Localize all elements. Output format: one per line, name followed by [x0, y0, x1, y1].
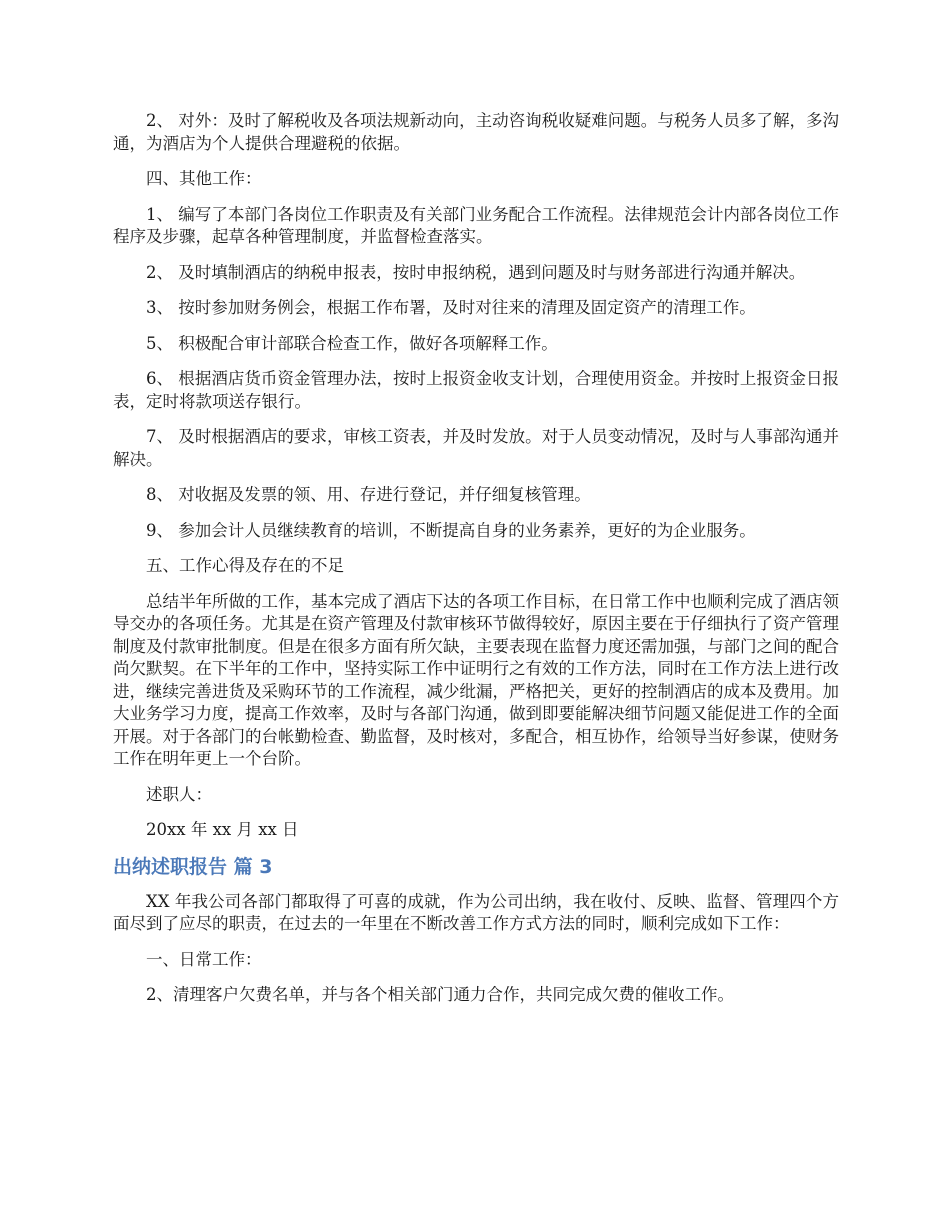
paragraph-summary: 总结半年所做的工作，基本完成了酒店下达的各项工作目标，在日常工作中也顺利完成了酒店领导交办的各项任务。尤其是在资产管理及付款审核环节做得较好，原因主要在于仔细执行了资产管理制度及付款审批制度。但是在很多方面有所欠缺，主要表现在监督力度还需加强，与部门之间的配合尚欠默契。在下半年的工作中，坚持实际工作中证明行之有效的工作方法，同时在工作方法上进行改进，继续完善进货及采购环节的工作流程，减少纰漏，严格把关，更好的控制酒店的成本及费用。加大业务学习力度，提高工作效率，及时与各部门沟通，做到即要能解决细节问题又能促进工作的全面开展。对于各部门的台帐勤检查、勤监督，及时核对，多配合，相互协作，给领导当好参谋，使财务工作在明年更上一个台阶。	[113, 591, 839, 768]
document-page	[113, 110, 839, 1020]
paragraph-item-8: 8、 对收据及发票的领、用、存进行登记，并仔细复核管理。	[146, 485, 591, 504]
section-other-work: 四、其他工作：	[146, 169, 262, 188]
paragraph-item-5: 5、 积极配合审计部联合检查工作，做好各项解释工作。	[146, 333, 558, 353]
paragraph-daily-item-2: 2、清理客户欠费名单，并与各个相关部门通力合作，共同完成欠费的催收工作。	[146, 985, 734, 1004]
section-experience: 五、工作心得及存在的不足	[146, 556, 344, 575]
paragraph-tax-external: 2、 对外：及时了解税收及各项法规新动向，主动咨询税收疑难问题。与税务人员多了解，多沟通，为酒店为个人提供合理避税的依据。	[113, 111, 839, 153]
section-daily-work: 一、日常工作：	[146, 949, 262, 969]
paragraph-item-7: 7、 及时根据酒店的要求，审核工资表，并及时发放。对于人员变动情况，及时与人事部沟通并解决。	[113, 427, 839, 469]
paragraph-item-3: 3、 按时参加财务例会，根据工作布署，及时对往来的清理及固定资产的清理工作。	[146, 298, 756, 317]
paragraph-item-6: 6、 根据酒店货币资金管理办法，按时上报资金收支计划，合理使用资金。并按时上报资金日报表，定时将款项送存银行。	[113, 369, 839, 411]
paragraph-item-9: 9、 参加会计人员继续教育的培训，不断提高自身的业务素养，更好的为企业服务。	[146, 520, 756, 540]
paragraph-item-2: 2、 及时填制酒店的纳税申报表，按时申报纳税，遇到问题及时与财务部进行沟通并解决。	[146, 262, 806, 282]
section-heading: 出纳述职报告 篇 3	[113, 855, 273, 878]
date-line: 20xx 年 xx 月 xx 日	[146, 820, 299, 839]
signature-label: 述职人：	[146, 784, 212, 804]
paragraph-intro: XX 年我公司各部门都取得了可喜的成就，作为公司出纳，我在收付、反映、监督、管理四个方面尽到了应尽的职责，在过去的一年里在不断改善工作方式方法的同时，顺利完成如下工作：	[113, 891, 839, 933]
paragraph-item-1: 1、 编写了本部门各岗位工作职责及有关部门业务配合工作流程。法律规范会计内部各岗位工作程序及步骤，起草各种管理制度，并监督检查落实。	[113, 204, 839, 246]
